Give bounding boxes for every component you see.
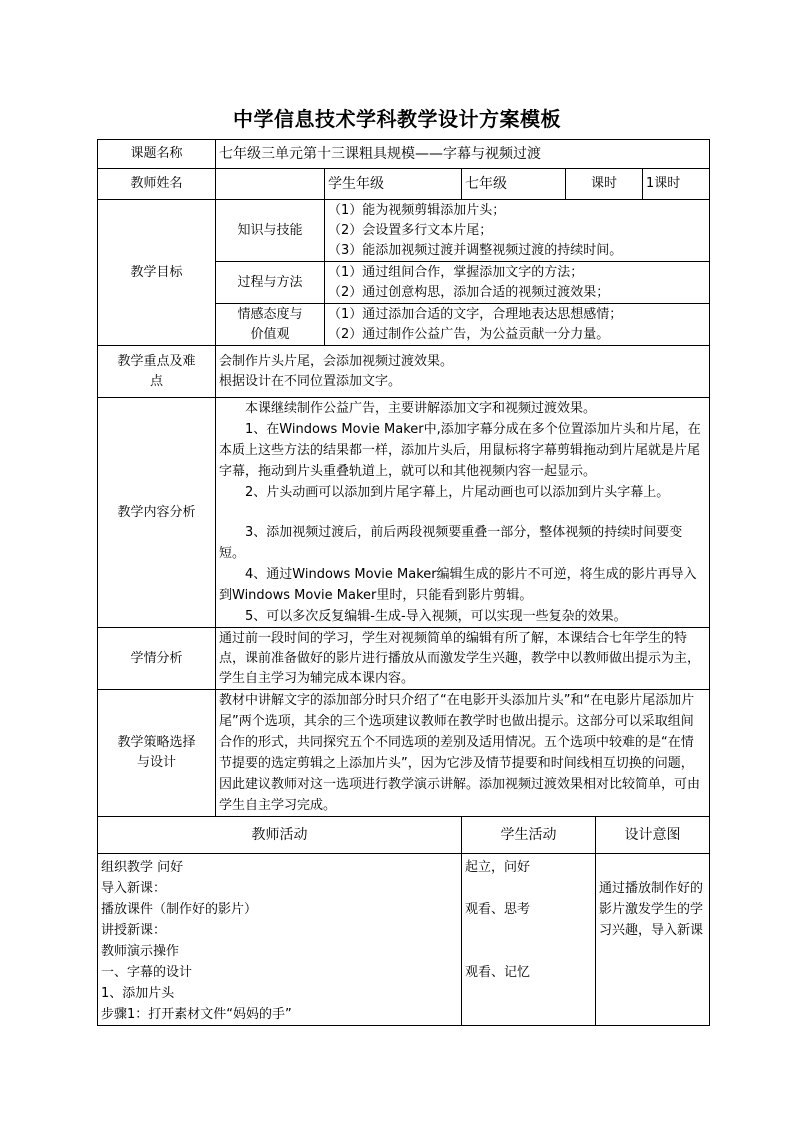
topic-label: 课题名称 [98, 140, 216, 169]
student-grade-value: 七年级 [462, 169, 566, 200]
activity-content-row [98, 854, 710, 1026]
content-analysis-content [216, 398, 710, 628]
emotion-line: （1）通过添加合适的文字，合理地表达思想感情； [328, 306, 623, 322]
document-title: 中学信息技术学科教学设计方案模板 [233, 107, 561, 131]
objectives-label: 教学目标 [98, 200, 216, 346]
emotion-content [325, 304, 710, 346]
content-paragraph: 3、添加视频过渡后，前后两段视频要重叠一部分，整体视频的持续时间要变短。 [219, 525, 683, 561]
teacher-activity-line: 讲授新课： [101, 923, 167, 938]
knowledge-label: 知识与技能 [216, 200, 325, 262]
teacher-name-value [216, 169, 325, 200]
key-points-label-line: 点 [149, 373, 163, 389]
strategy-label-line: 与设计 [136, 755, 176, 770]
process-line: （2）通过创意构思，添加合适的视频过渡效果； [328, 284, 610, 300]
knowledge-line: （3）能添加视频过渡并调整视频过渡的持续时间。 [328, 242, 623, 258]
activity-header-row [98, 817, 710, 854]
student-activity-header: 学生活动 [462, 817, 596, 854]
content-paragraph: 5、可以多次反复编辑-生成-导入视频，可以实现一些复杂的效果。 [245, 609, 627, 624]
teacher-activity-line: 步骤1：打开素材文件“妈妈的手” [101, 1007, 292, 1022]
lesson-plan-table [97, 139, 710, 1026]
objective-knowledge-row [98, 200, 710, 262]
student-analysis-content: 通过前一段时间的学习，学生对视频简单的编辑有所了解，本课结合七年学生的特点，课前准备做好的影片进行播放从而激发学生兴趣，教学中以教师做出提示为主，学生自主学习为辅完成本课内容。 [216, 628, 710, 690]
teacher-name-label: 教师姓名 [98, 169, 216, 200]
content-paragraph: 2、片头动画可以添加到片尾字幕上，片尾动画也可以添加到片头字幕上。 [245, 485, 670, 500]
strategy-label-line: 教学策略选择 [117, 735, 196, 750]
key-points-label [98, 346, 216, 398]
student-activity-line: 起立，问好 [465, 860, 531, 875]
topic-value: 七年级三单元第十三课粗具规模——字幕与视频过渡 [216, 140, 710, 169]
process-label: 过程与方法 [216, 262, 325, 304]
teacher-activity-line: 导入新课： [101, 881, 167, 896]
teacher-activity-line: 一、字幕的设计 [101, 965, 193, 980]
teacher-activity-line: 组织教学 问好 [101, 860, 184, 875]
design-intent-content: 通过播放制作好的影片激发学生的学习兴趣，导入新课 [596, 854, 710, 1026]
process-content [325, 262, 710, 304]
design-intent-header: 设计意图 [596, 817, 710, 854]
key-points-content [216, 346, 710, 398]
teacher-row [98, 169, 710, 200]
process-line: （1）通过组间合作，掌握添加文字的方法； [328, 264, 584, 280]
content-paragraph: 1、在Windows Movie Maker中,添加字幕分成在多个位置添加片头和片尾，在本质上这些方法的结果都一样，添加片头后，用鼠标将字幕剪辑拖动到片尾就是片尾字幕，拖动到片头重叠轨道上，就可以和其他视频内容一起显示。 [219, 422, 701, 479]
content-paragraph: 本课继续制作公益广告，主要讲解添加文字和视频过渡效果。 [245, 401, 597, 416]
content-paragraph: 4、通过Windows Movie Maker编辑生成的影片不可逆，将生成的影片再导入到Windows Movie Maker里时，只能看到影片剪辑。 [219, 567, 697, 603]
student-grade-label: 学生年级 [325, 169, 462, 200]
key-point-line: 会制作片头片尾，会添加视频过渡效果。 [219, 353, 454, 369]
content-analysis-row [98, 398, 710, 628]
emotion-label-line: 情感态度与 [237, 306, 303, 322]
teacher-activity-content [98, 854, 462, 1026]
knowledge-line: （1）能为视频剪辑添加片头； [328, 202, 506, 218]
key-point-line: 根据设计在不同位置添加文字。 [219, 373, 402, 389]
student-activity-line: 观看、思考 [465, 902, 531, 917]
class-hours-value: 1课时 [643, 169, 710, 200]
teacher-activity-line: 1、添加片头 [101, 986, 175, 1001]
student-activity-content [462, 854, 596, 1026]
key-points-row [98, 346, 710, 398]
class-hours-label: 课时 [566, 169, 643, 200]
emotion-line: （2）通过制作公益广告，为公益贡献一分力量。 [328, 326, 610, 342]
teacher-activity-line: 教师演示操作 [101, 944, 180, 959]
teacher-activity-line: 播放课件（制作好的影片） [101, 902, 258, 917]
teacher-activity-header: 教师活动 [98, 817, 462, 854]
strategy-label [98, 690, 216, 817]
emotion-label-line: 价值观 [250, 326, 290, 342]
student-activity-line: 观看、记忆 [465, 965, 531, 980]
content-analysis-label: 教学内容分析 [98, 398, 216, 628]
strategy-content: 教材中讲解文字的添加部分时只介绍了“在电影开头添加片头”和“在电影片尾添加片尾”两个选项，其余的三个选项建议教师在教学时也做出提示。这部分可以采取组间合作的形式，共同探究五个不同选项的差别及适用情况。五个选项中较难的是“在情节提要的选定剪辑之上添加片头”，因为它涉及情节提要和时间线相互切换的问题，因此建议教师对这一选项进行教学演示讲解。添加视频过渡效果相对比较简单，可由学生自主学习完成。 [216, 690, 710, 817]
student-analysis-label: 学情分析 [98, 628, 216, 690]
knowledge-line: （2）会设置多行文本片尾； [328, 222, 493, 238]
key-points-label-line: 教学重点及难 [117, 353, 196, 369]
student-analysis-row [98, 628, 710, 690]
strategy-row [98, 690, 710, 817]
emotion-label [216, 304, 325, 346]
topic-row [98, 140, 710, 169]
knowledge-content [325, 200, 710, 262]
